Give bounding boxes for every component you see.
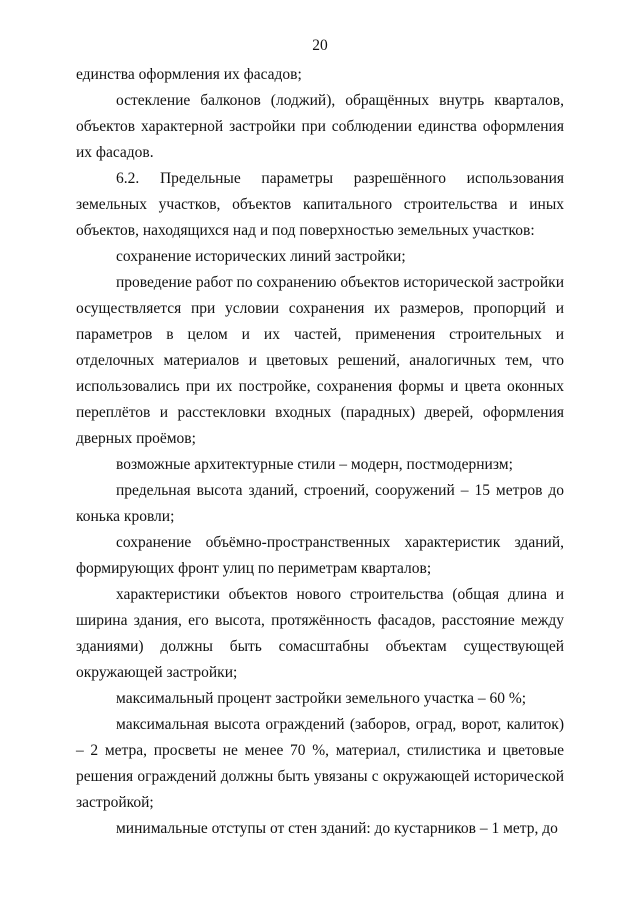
paragraph: минимальные отступы от стен зданий: до кустарников – 1 метр, до [116, 820, 558, 837]
paragraph: единства оформления их фасадов; [76, 66, 302, 83]
document-body [76, 62, 564, 842]
paragraph: остекление балконов (лоджий), обращённых внутрь кварталов, объектов характерной застройки при соблюдении единства оформления их фасадов. [76, 92, 564, 161]
paragraph: сохранение исторических линий застройки; [116, 248, 406, 265]
page-number: 20 [312, 37, 328, 54]
paragraph: проведение работ по сохранению объектов исторической застройки осуществляется при условии сохранения их размеров, пропорций и параметров в целом и их частей, применения строительных и отделочных материалов и цветовых решений, аналогичных тем, что использовались при их постройке, сохранения формы и цвета оконных переплётов и расстекловки входных (парадных) дверей, оформления дверных проёмов; [76, 274, 564, 447]
paragraph: возможные архитектурные стили – модерн, постмодернизм; [116, 456, 513, 473]
paragraph: максимальная высота ограждений (заборов, оград, ворот, калиток) – 2 метра, просветы не менее 70 %, материал, стилистика и цветовые решения ограждений должны быть увязаны с окружающей исторической застройкой; [76, 716, 564, 811]
paragraph: характеристики объектов нового строительства (общая длина и ширина здания, его высота, протяжённость фасадов, расстояние между зданиями) должны быть сомасштабны объектам существующей окружающей застройки; [76, 586, 564, 681]
paragraph: сохранение объёмно-пространственных характеристик зданий, формирующих фронт улиц по периметрам кварталов; [76, 534, 564, 577]
paragraph: предельная высота зданий, строений, сооружений – 15 метров до конька кровли; [76, 482, 564, 525]
paragraph: максимальный процент застройки земельного участка – 60 %; [116, 690, 527, 707]
paragraph: 6.2. Предельные параметры разрешённого использования земельных участков, объектов капитального строительства и иных объектов, находящихся над и под поверхностью земельных участков: [76, 170, 564, 239]
